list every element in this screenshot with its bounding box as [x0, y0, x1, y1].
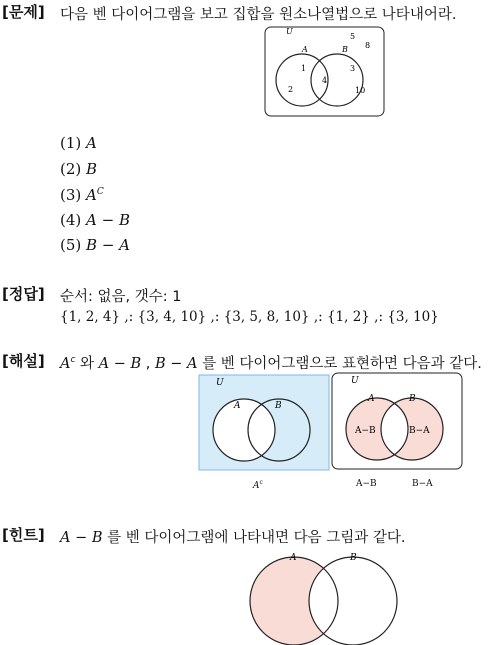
set-b-label: B: [275, 401, 282, 411]
problem-item-2: (2) B: [60, 160, 98, 178]
b-minus-a-label: B−A: [409, 426, 430, 436]
intersection-element: 4: [322, 76, 328, 85]
difference-venn-diagram: [331, 372, 464, 471]
outside-element-2: 8: [365, 41, 371, 50]
a-only-element-1: 1: [301, 64, 307, 73]
hint-tag: [힌트]: [2, 526, 45, 544]
set-b-circle: [311, 54, 366, 106]
a-minus-b-label: A−B: [355, 426, 376, 436]
problem-text: 다음 벤 다이어그램을 보고 집합을 원소나열법으로 나타내어라.: [60, 7, 457, 23]
outside-element-1: 5: [350, 32, 356, 41]
problem-item-4: (4) A − B: [60, 211, 130, 229]
answer-sets: {1, 2, 4} ,: {3, 4, 10} ,: {3, 5, 8, 10} ,: {1, 2} ,: {3, 10}: [60, 309, 439, 325]
explanation-tag: [해설]: [2, 352, 45, 370]
hint-venn-diagram: [246, 548, 406, 645]
set-b-label: B: [409, 394, 416, 404]
problem-item-5: (5) B − A: [60, 236, 130, 254]
answer-tag: [정답]: [2, 285, 45, 303]
hint-text: A − B 를 벤 다이어그램에 나타내면 다음 그림과 같다.: [60, 530, 406, 546]
problem-venn-diagram: [264, 26, 386, 118]
difference-caption-1: A−B: [356, 479, 377, 489]
set-b-label: B: [350, 553, 357, 563]
problem-item-3: (3) $A^C$: [60, 186, 104, 204]
universe-label: U: [286, 27, 293, 36]
set-a-label: A: [290, 553, 297, 563]
set-a-circle: [276, 54, 328, 106]
complement-venn-diagram: [198, 374, 330, 472]
problem-item-1: (1) A: [60, 134, 97, 152]
set-b-label: B: [342, 45, 348, 54]
universe-label: U: [351, 376, 359, 386]
b-only-element-1: 3: [350, 64, 356, 73]
set-a-label: A: [368, 394, 375, 404]
set-a-label: A: [234, 401, 241, 411]
explanation-text: $A^c$ 와 A − B , B − A 를 벤 다이어그램으로 표현하면 다음과 같다.: [60, 355, 482, 372]
b-only-element-2: 10: [355, 86, 366, 95]
complement-caption: $A^c$: [253, 479, 263, 491]
problem-tag: [문제]: [2, 3, 45, 21]
set-a-label: A: [302, 45, 308, 54]
universe-label: U: [216, 378, 224, 388]
answer-meta: 순서: 없음, 갯수: 1: [60, 289, 182, 305]
a-only-element-2: 2: [288, 85, 294, 94]
difference-caption-2: B−A: [412, 479, 433, 489]
